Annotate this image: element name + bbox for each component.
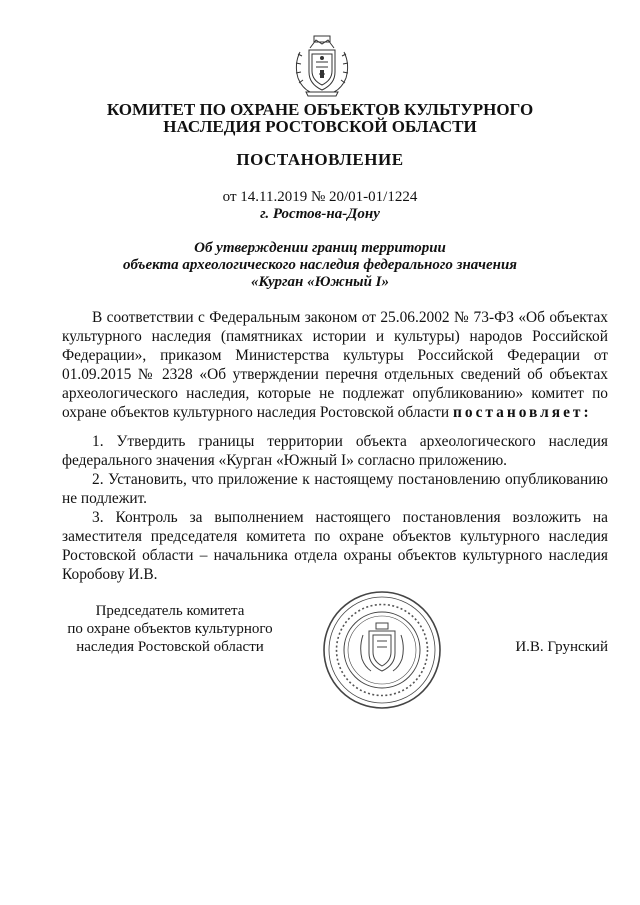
preamble-paragraph: [62, 308, 608, 422]
signatory-line-2: по охране объектов культурного: [67, 621, 273, 637]
document-city: г. Ростов-на-Дону: [260, 206, 380, 222]
preamble-text: В соответствии с Федеральным законом от 25.06.2002 № 73-ФЗ «Об объектах культурного наследия (памятниках истории и культуры) народов Российской Федерации», приказом Министерства культуры Российской Федерации от 01.09.2015 № 2328 «Об утверждении перечня отдельных сведений об объектах археологического наследия, которые не подлежат опубликованию» комитет по охране объектов культурного наследия Ростовской области: [62, 309, 608, 421]
subject-line-3: «Курган «Южный I»: [251, 274, 389, 290]
issuer-header: [0, 101, 640, 135]
resolution-item: 3. Контроль за выполнением настоящего постановления возложить на заместителя председателя комитета по охране объектов культурного наследия Ростовской области – начальника отдела охраны объектов культурного наследия Коробову И.В.: [62, 509, 608, 583]
resolution-items: [62, 432, 608, 584]
preamble: [62, 308, 608, 422]
signatory-name: И.В. Грунский: [515, 639, 608, 655]
coat-of-arms-icon: [292, 34, 352, 98]
issuer-line-2: НАСЛЕДИЯ РОСТОВСКОЙ ОБЛАСТИ: [163, 117, 477, 136]
signatory-title: [50, 602, 290, 656]
subject-line-1: Об утверждении границ территории: [194, 240, 446, 256]
issuer-line-1: КОМИТЕТ ПО ОХРАНЕ ОБЪЕКТОВ КУЛЬТУРНОГО: [106, 100, 534, 119]
official-seal-icon: [321, 589, 443, 711]
resolution-item: 2. Установить, что приложение к настоящему постановлению опубликованию не подлежит.: [62, 471, 608, 507]
document-type: ПОСТАНОВЛЕНИЕ: [236, 150, 404, 169]
resolve-word: постановляет:: [453, 404, 592, 421]
document-subject: [0, 240, 640, 291]
signatory-line-1: Председатель комитета: [95, 603, 245, 619]
document-number: от 14.11.2019 № 20/01-01/1224: [222, 189, 418, 205]
subject-line-2: объекта археологического наследия федерального значения: [122, 257, 518, 273]
resolution-item: 1. Утвердить границы территории объекта археологического наследия федерального значения «Курган «Южный I» согласно приложению.: [62, 433, 608, 469]
signatory-line-3: наследия Ростовской области: [76, 639, 264, 655]
